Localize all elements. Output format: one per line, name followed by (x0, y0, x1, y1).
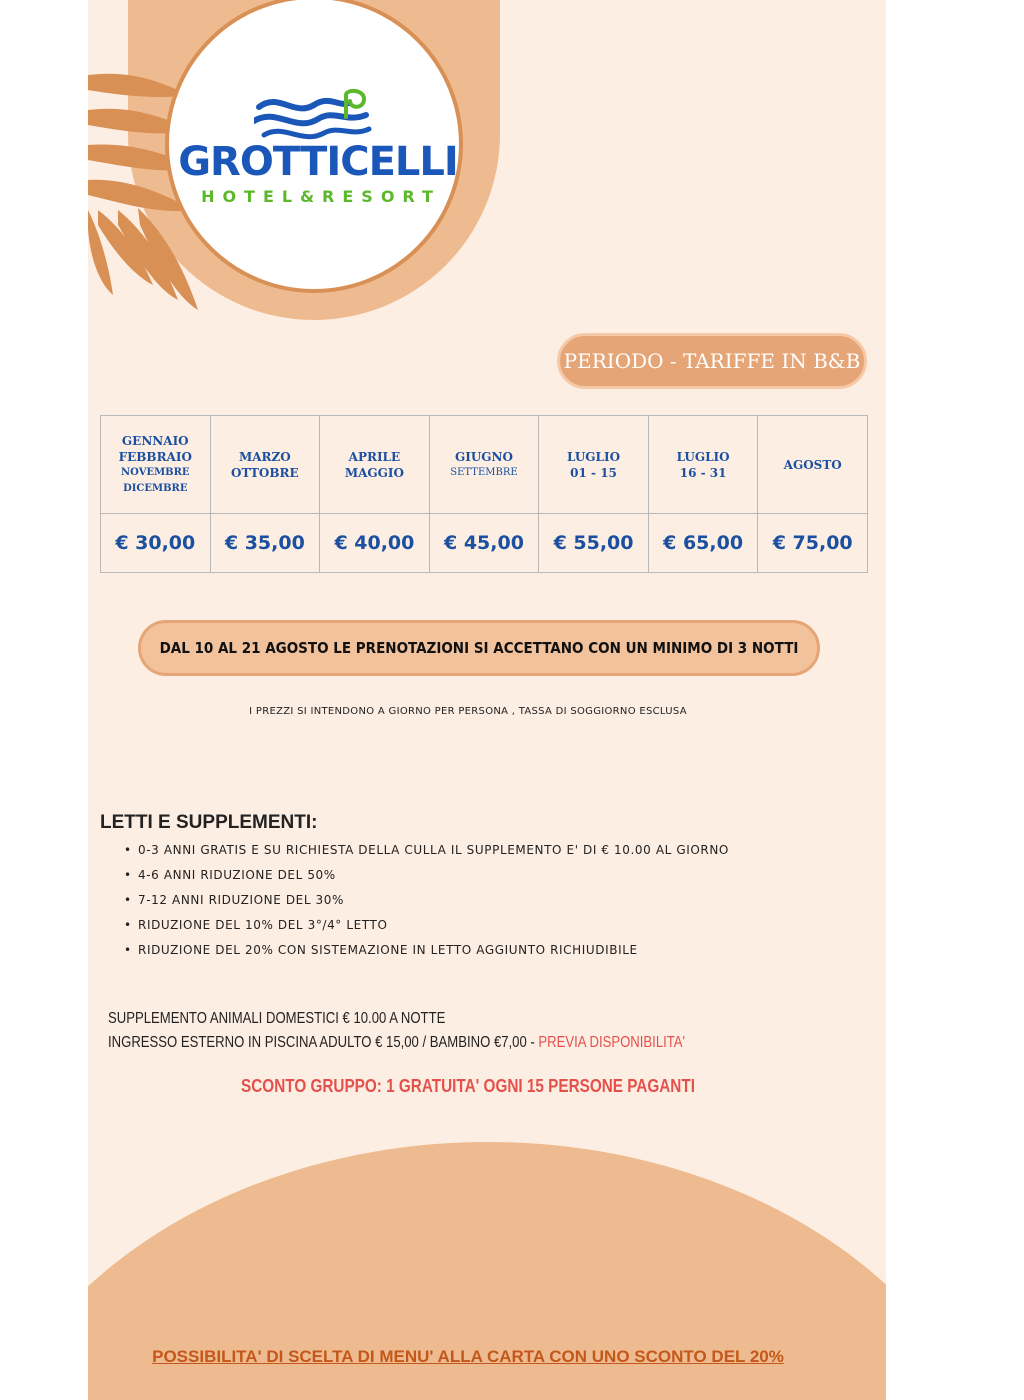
group-discount-text: SCONTO GRUPPO: 1 GRATUITA' OGNI 15 PERSONE PAGANTI (241, 1076, 695, 1096)
price-note: I PREZZI SI INTENDONO A GIORNO PER PERSONA , TASSA DI SOGGIORNO ESCLUSA (249, 706, 687, 717)
price-cell: € 35,00 (210, 514, 320, 573)
price-sheet (88, 0, 886, 1400)
logo-subtitle: HOTEL&RESORT (201, 187, 441, 206)
period-title-badge: PERIODO - TARIFFE IN B&B (557, 333, 867, 389)
supplements-title: LETTI E SUPPLEMENTI: (100, 812, 318, 833)
period-cell: GENNAIO FEBBRAIO NOVEMBRE DICEMBRE (101, 416, 211, 514)
list-item: • 4-6 ANNI RIDUZIONE DEL 50% (132, 865, 729, 890)
rates-header-row (101, 416, 868, 514)
period-cell: MARZO OTTOBRE (210, 416, 320, 514)
period-cell: AGOSTO (758, 416, 868, 514)
pets-supplement: SUPPLEMENTO ANIMALI DOMESTICI € 10.00 A NOTTE (108, 1010, 446, 1027)
period-cell: LUGLIO 01 - 15 (539, 416, 649, 514)
price-cell: € 45,00 (429, 514, 539, 573)
price-cell: € 65,00 (648, 514, 758, 573)
list-item: • RIDUZIONE DEL 10% DEL 3°/4° LETTO (132, 915, 729, 940)
period-cell: LUGLIO 16 - 31 (648, 416, 758, 514)
pool-availability: PREVIA DISPONIBILITA' (538, 1034, 686, 1051)
waves-logo-icon (254, 87, 374, 143)
supplements-list (128, 840, 729, 965)
list-item: • 0-3 ANNI GRATIS E SU RICHIESTA DELLA CULLA IL SUPPLEMENTO E' DI € 10.00 AL GIORNO (132, 840, 729, 865)
rates-price-row (101, 514, 868, 573)
list-item: • RIDUZIONE DEL 20% CON SISTEMAZIONE IN LETTO AGGIUNTO RICHIUDIBILE (132, 940, 729, 965)
pool-entry (108, 1034, 685, 1052)
menu-offer-link[interactable]: POSSIBILITA' DI SCELTA DI MENU' ALLA CARTA CON UNO SCONTO DEL 20% (152, 1347, 784, 1366)
price-cell: € 30,00 (101, 514, 211, 573)
logo-circle (165, 0, 463, 293)
price-cell: € 55,00 (539, 514, 649, 573)
price-cell: € 75,00 (758, 514, 868, 573)
pool-entry-text: INGRESSO ESTERNO IN PISCINA ADULTO € 15,00 / BAMBINO €7,00 - (108, 1034, 539, 1051)
rates-table (100, 415, 868, 573)
list-item: • 7-12 ANNI RIDUZIONE DEL 30% (132, 890, 729, 915)
period-cell: APRILE MAGGIO (320, 416, 430, 514)
august-minimum-notice: DAL 10 AL 21 AGOSTO LE PRENOTAZIONI SI ACCETTANO CON UN MINIMO DI 3 NOTTI (138, 620, 820, 676)
group-discount (88, 1076, 848, 1097)
period-cell: GIUGNO SETTEMBRE (429, 416, 539, 514)
logo-name: GROTTICELLI (178, 139, 458, 185)
price-cell: € 40,00 (320, 514, 430, 573)
